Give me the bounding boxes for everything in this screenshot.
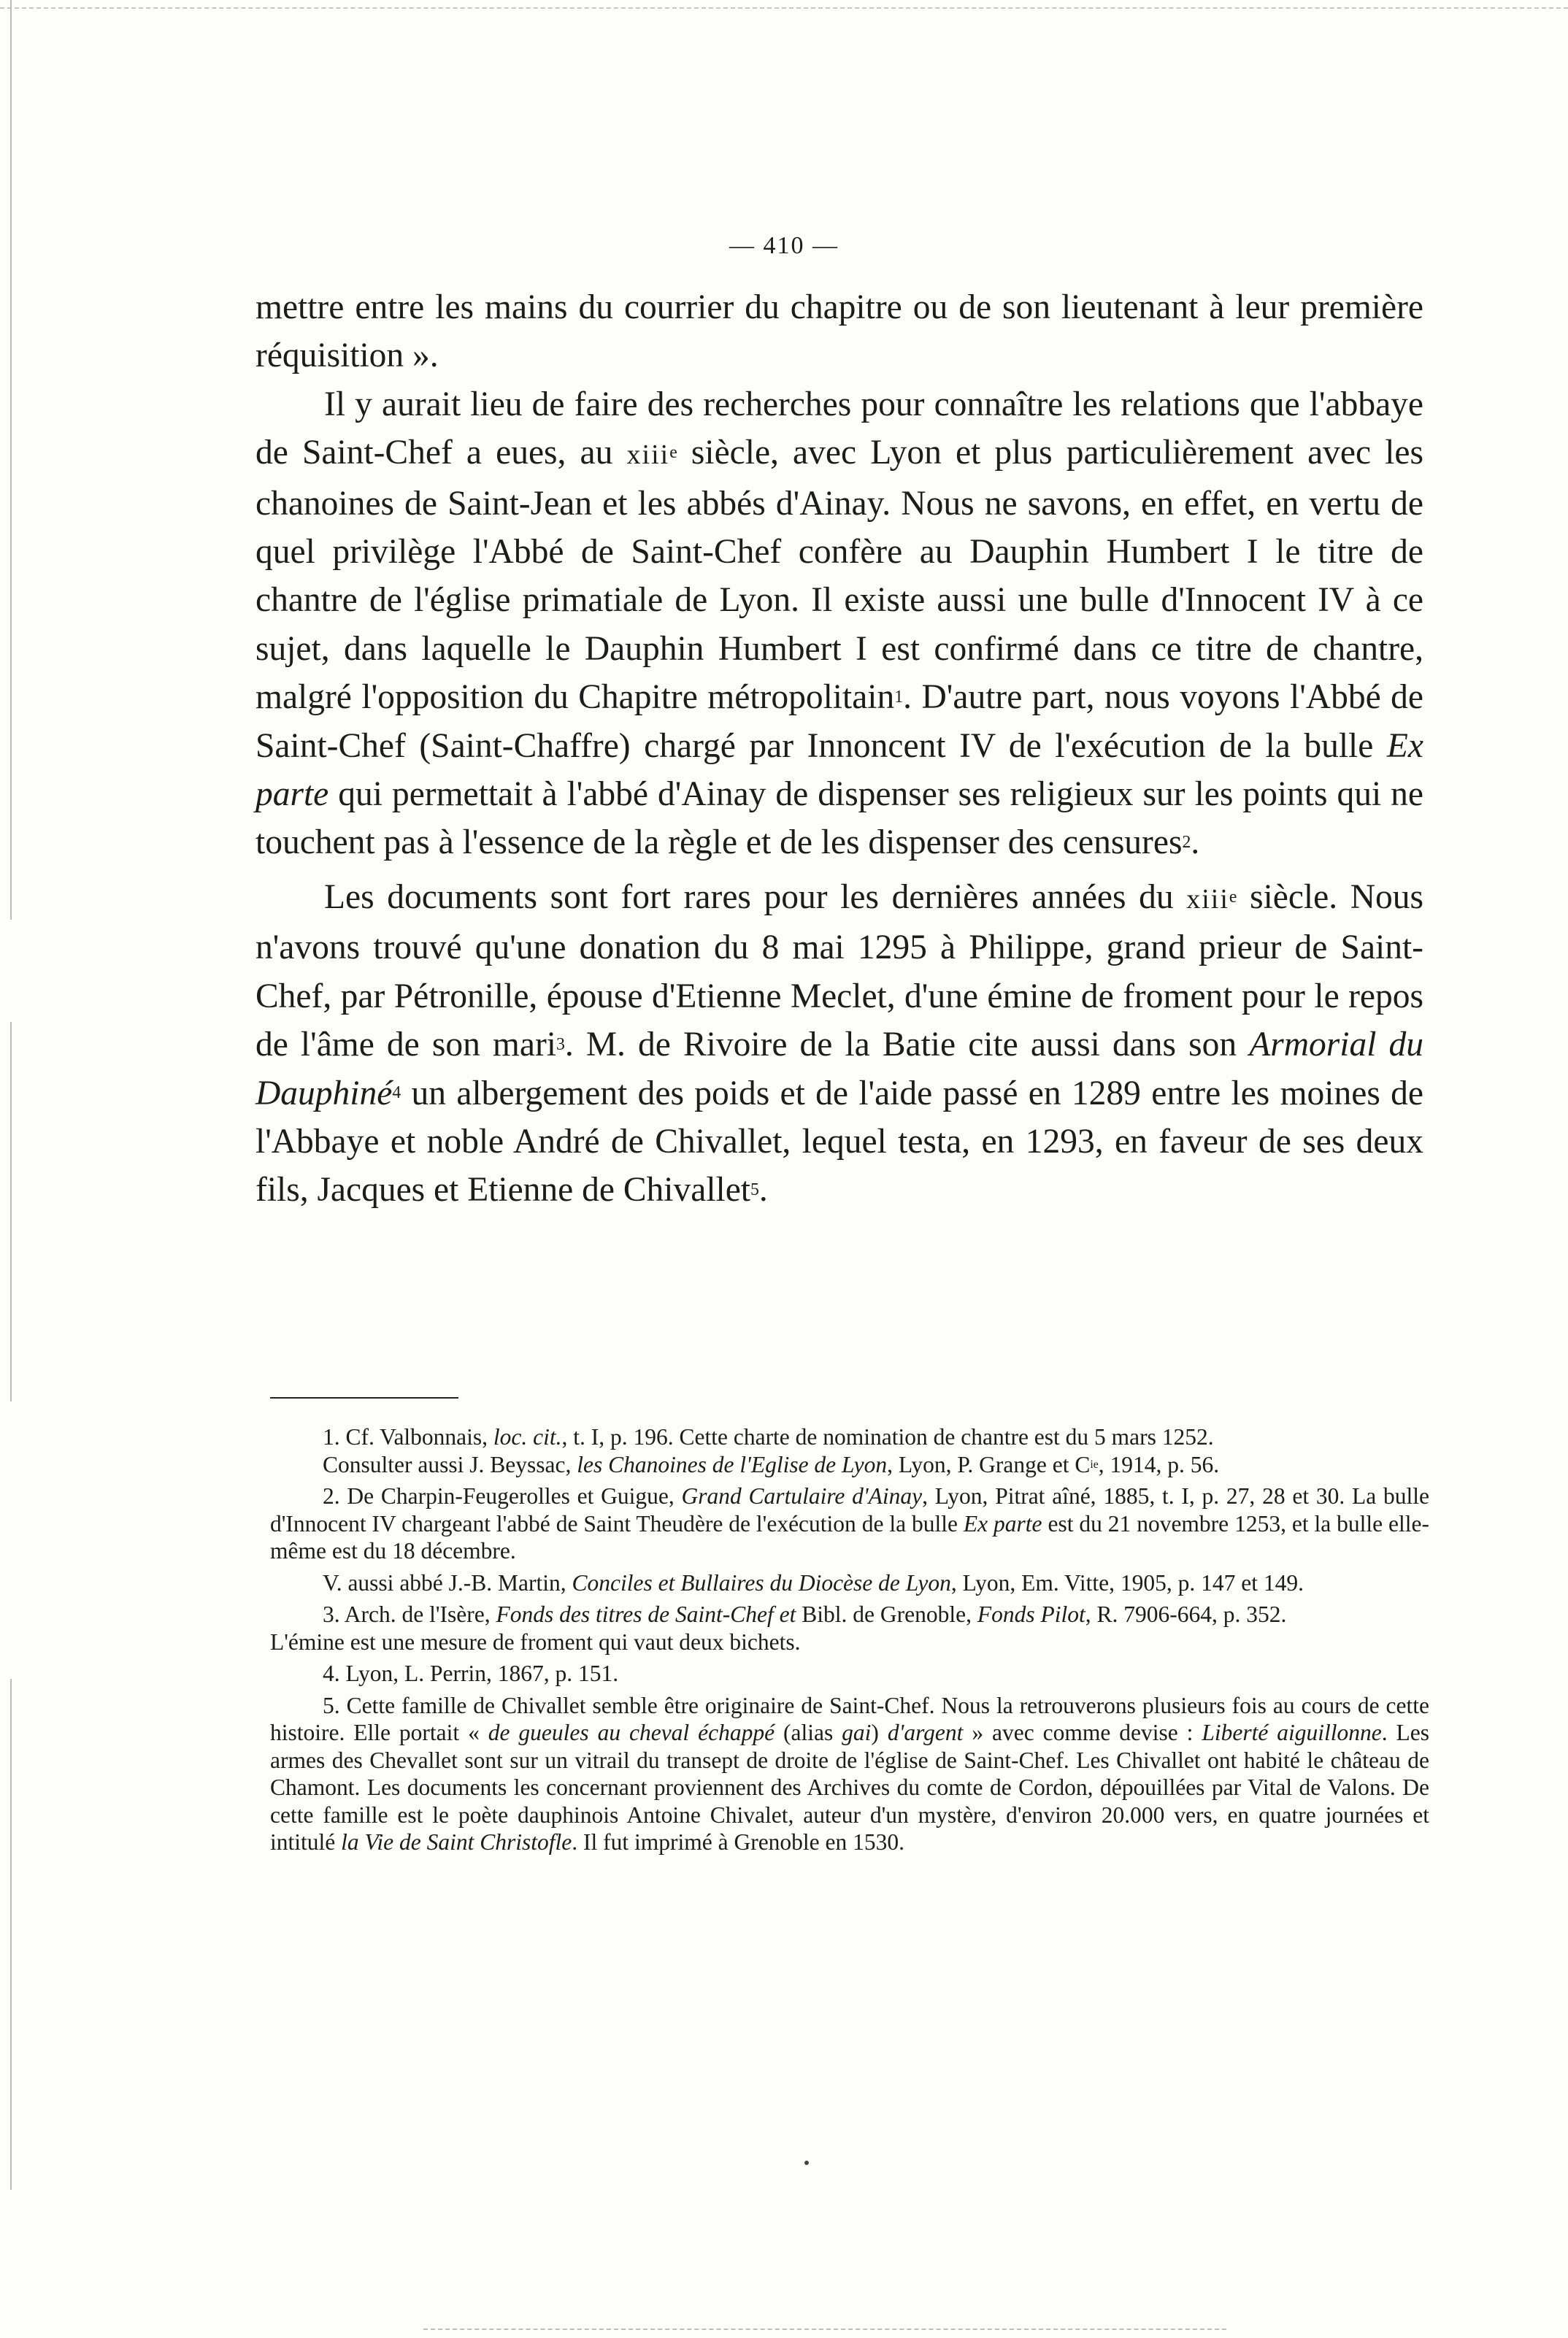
footnote-separator [270, 1397, 458, 1399]
text-run: . D'autre part, nous voyons l'Abbé de Saint-Chef (Saint-Chaffre) chargé par Innoncent IV de l'exécution de la bulle [255, 678, 1423, 765]
italic-text: loc. cit. [493, 1424, 562, 1450]
text-run: . Les armes des Chevallet sont sur un vitrail du transept de droite de l'église de Saint-Chef. Les Chivallet ont habité le château de Chamont. Les documents les concernant proviennent des Archives du comte de Cordon, dépouillées par Vital de Valons. De cette famille est le poète dauphinois Antoine Chivalet, auteur d'un mystère, d'environ 20.000 vers, en quatre journées et intitulé [270, 1720, 1430, 1855]
italic-text: Fonds des titres de Saint-Chef et [496, 1601, 796, 1627]
superscript: ie [1090, 1458, 1099, 1471]
footnote-ref-2[interactable]: 2 [1182, 833, 1191, 853]
footnotes [270, 1423, 1429, 1856]
text-run: est du 21 novembre 1253, et la bulle elle-même est du 18 décembre. [270, 1510, 1429, 1564]
text-run: siècle. Nous n'avons trouvé qu'une donation du 8 mai 1295 à Philippe, grand prieur de Saint-Chef, par Pétronille, épouse d'Etienne Meclet, d'une émine de froment pour le repos de l'âme de son mari [255, 877, 1423, 1064]
superscript: e [1229, 887, 1237, 907]
italic-text: Conciles et Bullaires du Diocèse de Lyon [572, 1569, 951, 1596]
footnote-5 [270, 1692, 1429, 1856]
text-run: 1. Cf. Valbonnais, [323, 1424, 493, 1450]
italic-text: Liberté aiguillonne [1202, 1720, 1382, 1745]
footnote-ref-3[interactable]: 3 [556, 1034, 565, 1054]
footnote-3 [270, 1601, 1429, 1628]
italic-text: la Vie de Saint Christofle [341, 1829, 572, 1855]
text-run: Les documents sont fort rares pour les dernières années du [324, 877, 1187, 916]
text-run: , t. I, p. 196. Cette charte de nomination de chantre est du 5 mars 1252. [561, 1424, 1214, 1450]
text-run: » avec comme devise : [963, 1720, 1202, 1745]
text-run: . [758, 1171, 768, 1210]
text-run: siècle, avec Lyon et plus particulièrement avec les chanoines de Saint-Jean et les abbés d'Ainay. Nous ne savons, en effet, en vertu de quel privilège l'Abbé de Saint-Chef confère au Dauphin Humbert I le titre de chantre de l'église primatiale de Lyon. Il existe aussi une bulle d'Innocent IV à ce sujet, dans laquelle le Dauphin Humbert I est confirmé dans ce titre de chantre, malgré l'opposition du Chapitre métropolitain [255, 434, 1423, 717]
text-run: . Il fut imprimé à Grenoble en 1530. [572, 1829, 905, 1855]
text-run: (alias [775, 1720, 842, 1745]
italic-text: Fonds Pilot [977, 1601, 1085, 1627]
text-run: , R. 7906-664, p. 352. [1085, 1601, 1287, 1627]
italic-text: d'argent [887, 1720, 964, 1745]
superscript: e [669, 442, 677, 462]
main-text [255, 283, 1423, 1215]
text-run: un albergement des poids et de l'aide passé en 1289 entre les moines de l'Abbaye et noble André de Chivallet, lequel testa, en 1293, en faveur de ses deux fils, Jacques et Etienne de Chivallet [255, 1074, 1423, 1210]
text-run: qui permettait à l'abbé d'Ainay de dispenser ses religieux sur les points qui ne touchent pas à l'essence de la règle et de les dispenser des censures [255, 775, 1423, 862]
text-run: , Lyon, Pitrat aîné, 1885, t. I, p. 27, 28 et 30. La bulle d'Innocent IV chargeant l'abbé de Saint Theudère de l'exécution de la bulle [270, 1483, 1429, 1537]
text-run: 5. Cette famille de Chivallet semble être originaire de Saint-Chef. Nous la retrouverons plusieurs fois au cours de cette histoire. Elle portait « [270, 1692, 1429, 1745]
text-run: V. aussi abbé J.-B. Martin, [323, 1569, 572, 1596]
paragraph-2 [255, 380, 1423, 867]
paragraph-1 [255, 283, 1423, 380]
scan-margin-line [10, 1679, 12, 2190]
scan-speck [804, 2161, 809, 2165]
paragraph-3 [255, 873, 1423, 1215]
scan-edge-bottom [423, 2329, 1226, 2330]
footnote-1-continued [270, 1451, 1429, 1479]
footnote-2-continued [270, 1569, 1429, 1597]
scan-margin-line [10, 0, 12, 920]
italic-text: Grand Cartulaire d'Ainay [681, 1483, 923, 1509]
footnote-ref-5[interactable]: 5 [750, 1180, 759, 1199]
italic-text: Ex parte [255, 726, 1423, 814]
century-numeral: xiii [626, 439, 670, 471]
italic-text: Armorial du Dauphiné [255, 1026, 1423, 1112]
text-run: , Lyon, Em. Vitte, 1905, p. 147 et 149. [950, 1569, 1304, 1596]
text-run: L'émine est une mesure de froment qui vaut deux bichets. [270, 1628, 801, 1655]
text-run: 3. Arch. de l'Isère, [323, 1601, 496, 1627]
footnote-3-continued [270, 1628, 1429, 1656]
italic-text: de gueules au cheval échappé [488, 1720, 775, 1745]
text-run: . [1191, 823, 1200, 862]
text-run: , 1914, p. 56. [1098, 1451, 1220, 1477]
page-number: — 410 — [729, 232, 839, 259]
scan-margin-line [10, 1022, 12, 1401]
text-run: . M. de Rivoire de la Batie cite aussi dans son [564, 1026, 1250, 1064]
text-run: ) [871, 1720, 888, 1745]
scan-edge-top [0, 7, 1568, 9]
footnote-2 [270, 1483, 1429, 1565]
century-numeral: xiii [1186, 883, 1229, 915]
text-run: 4. Lyon, L. Perrin, 1867, p. 151. [323, 1661, 619, 1686]
footnote-1 [270, 1423, 1429, 1451]
text-run: Il y aurait lieu de faire des recherches pour connaître les relations que l'abbaye de Saint-Chef a eues, au [255, 385, 1423, 472]
footnote-ref-4[interactable]: 4 [392, 1083, 401, 1103]
footnote-ref-1[interactable]: 1 [894, 687, 904, 707]
paragraph-1-text: mettre entre les mains du courrier du chapitre ou de son lieutenant à leur première réquisition ». [255, 288, 1423, 375]
italic-text: Ex parte [963, 1510, 1042, 1537]
footnote-4 [270, 1660, 1429, 1688]
italic-text: les Chanoines de l'Eglise de Lyon [577, 1451, 888, 1477]
text-run: Consulter aussi J. Beyssac, [323, 1451, 577, 1477]
text-run: , Lyon, P. Grange et C [887, 1451, 1091, 1477]
text-run: Bibl. de Grenoble, [796, 1601, 977, 1627]
text-run: 2. De Charpin-Feugerolles et Guigue, [323, 1483, 682, 1509]
italic-text: gai [842, 1720, 872, 1745]
